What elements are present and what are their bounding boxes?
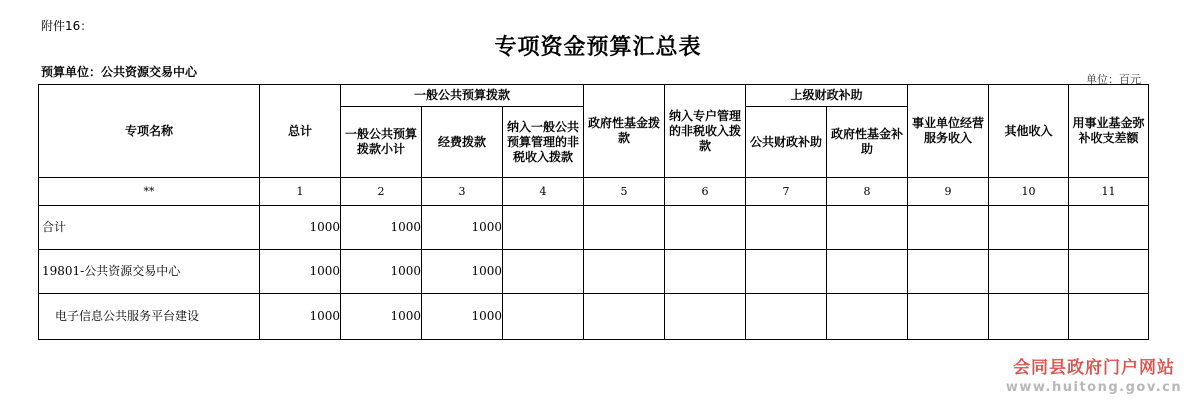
empty-cell xyxy=(1069,250,1149,294)
empty-cell xyxy=(584,294,665,340)
row-name: 19801-公共资源交易中心 xyxy=(39,250,260,294)
index-cell: 1 xyxy=(260,178,341,206)
header-special-nontax: 纳入专户管理的非税收入拨款 xyxy=(665,85,746,178)
empty-cell xyxy=(827,250,908,294)
watermark-url: www.huitong.gov.cn xyxy=(1005,380,1183,395)
attachment-label: 附件16： xyxy=(41,19,93,33)
row-funding: 1000 xyxy=(422,250,503,294)
row-total: 1000 xyxy=(260,294,341,340)
row-name: 电子信息公共服务平台建设 xyxy=(39,294,260,340)
index-cell: 10 xyxy=(989,178,1069,206)
table-row-total xyxy=(39,206,1149,250)
header-service-income: 事业单位经营服务收入 xyxy=(908,85,989,178)
header-funding: 经费拨款 xyxy=(422,107,503,178)
empty-cell xyxy=(827,206,908,250)
empty-cell xyxy=(584,250,665,294)
row-total: 1000 xyxy=(260,206,341,250)
row-name: 合计 xyxy=(39,206,260,250)
row-subtotal: 1000 xyxy=(341,206,422,250)
unit-label: 单位：百元 xyxy=(1086,73,1141,86)
page-title: 专项资金预算汇总表 xyxy=(494,35,702,60)
header-public-fiscal: 公共财政补助 xyxy=(746,107,827,178)
empty-cell xyxy=(908,206,989,250)
empty-cell xyxy=(1069,206,1149,250)
index-cell: 3 xyxy=(422,178,503,206)
index-cell: 8 xyxy=(827,178,908,206)
empty-cell xyxy=(503,294,584,340)
index-cell: ** xyxy=(39,178,260,206)
index-cell: 6 xyxy=(665,178,746,206)
row-subtotal: 1000 xyxy=(341,294,422,340)
header-group-superior: 上级财政补助 xyxy=(746,85,908,107)
index-cell: 2 xyxy=(341,178,422,206)
row-funding: 1000 xyxy=(422,294,503,340)
empty-cell xyxy=(665,250,746,294)
header-total: 总计 xyxy=(260,85,341,178)
index-cell: 4 xyxy=(503,178,584,206)
empty-cell xyxy=(503,250,584,294)
index-cell: 11 xyxy=(1069,178,1149,206)
row-funding: 1000 xyxy=(422,206,503,250)
empty-cell xyxy=(989,250,1069,294)
empty-cell xyxy=(908,294,989,340)
header-gov-fund: 政府性基金拨款 xyxy=(584,85,665,178)
header-row-1 xyxy=(39,85,1149,107)
index-row xyxy=(39,178,1149,206)
site-watermark xyxy=(1004,353,1184,395)
empty-cell xyxy=(746,294,827,340)
table-row-project xyxy=(39,294,1149,340)
watermark-site-name: 会同县政府门户网站 xyxy=(1013,358,1175,378)
index-cell: 7 xyxy=(746,178,827,206)
empty-cell xyxy=(584,206,665,250)
row-total: 1000 xyxy=(260,250,341,294)
empty-cell xyxy=(989,294,1069,340)
header-general-subtotal: 一般公共预算拨款小计 xyxy=(341,107,422,178)
index-cell: 5 xyxy=(584,178,665,206)
empty-cell xyxy=(989,206,1069,250)
index-cell: 9 xyxy=(908,178,989,206)
budget-table xyxy=(38,84,1149,340)
empty-cell xyxy=(908,250,989,294)
header-nontax: 纳入一般公共预算管理的非税收入拨款 xyxy=(503,107,584,178)
empty-cell xyxy=(503,206,584,250)
header-reserve-fund: 用事业基金弥补收支差额 xyxy=(1069,85,1149,178)
empty-cell xyxy=(746,250,827,294)
empty-cell xyxy=(665,206,746,250)
header-group-general: 一般公共预算拨款 xyxy=(341,85,584,107)
header-name: 专项名称 xyxy=(39,85,260,178)
budget-unit: 预算单位：公共资源交易中心 xyxy=(41,65,198,79)
empty-cell xyxy=(827,294,908,340)
table-row-department xyxy=(39,250,1149,294)
empty-cell xyxy=(665,294,746,340)
header-gov-fund-sub: 政府性基金补助 xyxy=(827,107,908,178)
empty-cell xyxy=(746,206,827,250)
empty-cell xyxy=(1069,294,1149,340)
row-subtotal: 1000 xyxy=(341,250,422,294)
header-other-income: 其他收入 xyxy=(989,85,1069,178)
